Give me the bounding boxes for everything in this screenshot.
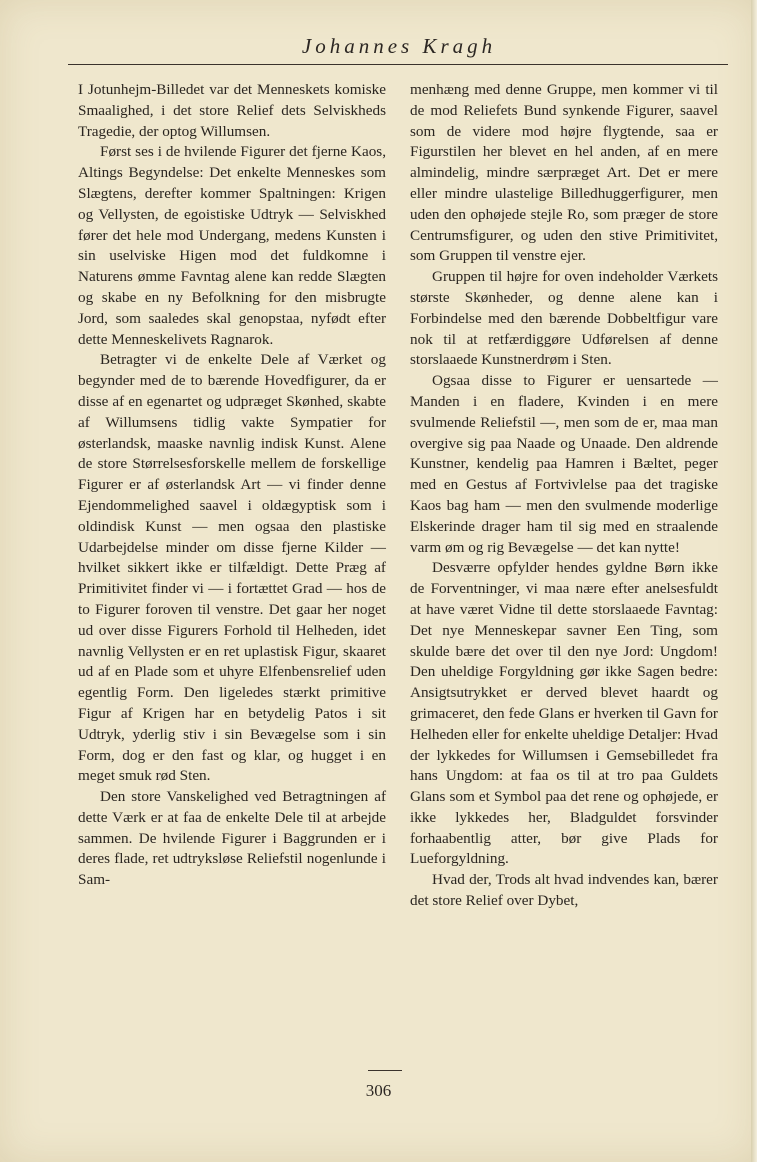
header-rule: [68, 64, 728, 65]
paragraph: Betragter vi de enkelte Dele af Værket og begynder med de to bærende Hovedfigurer, da er disse af en egenartet og udpræget Skønhed, skabte af Willumsens tidlig vakte Sympatier for østerlandsk, maaske navnlig indisk Kunst. Alene de store Størrelsesforskelle mellem de forskellige Figurer er af østerlandsk Art — vi finder denne Ejendommelighed saavel i oldægyptisk som i oldindisk Kunst — men ogsaa den plastiske Udarbejdelse minder om disse fjerne Kilder — hvilket sikkert ikke er tilfældigt. Dette Præg af Primitivitet finder vi — i fortættet Grad — hos de to Figurer foroven til venstre. Det gaar her noget ud over disse Figurers Forhold til Helheden, idet navnlig Vellysten er en ret uplastisk Figur, skaaret ud af en Plade som et uhyre Elfenbensrelief uden egentlig Form. Den ligeledes stærkt primitive Figur af Krigen har en betydelig Patos i sit Udtryk, yderlig stiv i sin Bevægelse som i sin Form, dog er den fast og klar, og hugget i en meget smuk rød Sten.: [78, 351, 386, 785]
paragraph: Først ses i de hvilende Figurer det fjerne Kaos, Altings Begyndelse: Det enkelte Menneskes som Slægtens, derefter kommer Spaltningen: Krigen og Vellysten, de egoistiske Udtryk — Selviskhed fører det hele mod Undergang, medens Kunsten i sin uselviske Higen mod det fuldkomne i Naturens ømme Favntag alene kan redde Slægten og skabe en ny Befolkning for den misbrugte Jord, som saaledes skal genopstaa, nyfødt efter dette Menneskelivets Ragnarok.: [78, 143, 386, 348]
paragraph: I Jotunhejm-Billedet var det Menneskets komiske Smaalighed, i det store Relief dets Selviskheds Tragedie, der optog Willumsen.: [78, 81, 386, 140]
left-column: [78, 80, 386, 891]
running-title: Johannes Kragh: [301, 34, 497, 58]
paragraph: menhæng med denne Gruppe, men kommer vi til de mod Reliefets Bund synkende Figurer, saavel som de videre mod højre flygtende, saa er Figurstilen her blevet en hel anden, af en mere almindelig, mindre særpræget Art. Det er mere eller mindre ulastelige Billedhuggerfigurer, men uden den ophøjede stejle Ro, som præger de store Centrumsfigurer, og uden den stive Primitivitet, som Gruppen til venstre ejer.: [410, 81, 718, 265]
paragraph: Hvad der, Trods alt hvad indvendes kan, bærer det store Relief over Dybet,: [410, 871, 718, 910]
page-edge: [751, 0, 757, 1162]
right-column: [410, 80, 718, 912]
paragraph: Den store Vanskelighed ved Betragtningen af dette Værk er at faa de enkelte Dele til at arbejde sammen. De hvilende Figurer i Baggrunden er i deres flade, ret udtryksløse Reliefstil nogenlunde i Sam-: [78, 788, 386, 889]
page-number: 306: [365, 1081, 392, 1100]
paragraph: Ogsaa disse to Figurer er uensartede — Manden i en fladere, Kvinden i en mere svulmende Reliefstil —, men som de er, maa man overgive sig paa Naade og Unaade. Den aldrende Kunstner, kendelig paa Hamren i Bæltet, peger med en Gestus af Fortvivlelse paa det tragiske Kaos bag ham — men den svulmende moderlige Elskerinde drager ham til sig med en straalende varm øm og rig Bevægelse — det kan nytte!: [410, 372, 718, 556]
folio-rule: [368, 1070, 402, 1071]
paragraph: Gruppen til højre for oven indeholder Værkets største Skønheder, og denne alene kan i Forbindelse med den bærende Dobbeltfigur vare nok til at retfærdiggøre Udførelsen af denne storslaaede Kunstnerdrøm i Sten.: [410, 268, 718, 369]
paragraph: Desværre opfylder hendes gyldne Børn ikke de Forventninger, vi maa nære efter anelsesfuldt at have været Vidne til dette storslaaede Favntag: Det nye Menneskepar savner Een Ting, som skulde bære det over til den nye Jord: Ungdom! Den uheldige Forgyldning gør ikke Sagen bedre: Ansigtsutrykket er derved blevet haardt og grimaceret, den fede Glans er hverken til Gavn for Helheden eller for enkelte uheldige Detaljer: Hvad der lykkedes for Willumsen i Gemsebilledet fra hans Ungdom: at faa os til at tro paa Guldets Glans som et Symbol paa det rene og ophøjede, er ikke lykkedes her, Bladguldet forsvinder forhaabentlig atter, bør give Plads for Lueforgyldning.: [410, 559, 718, 868]
